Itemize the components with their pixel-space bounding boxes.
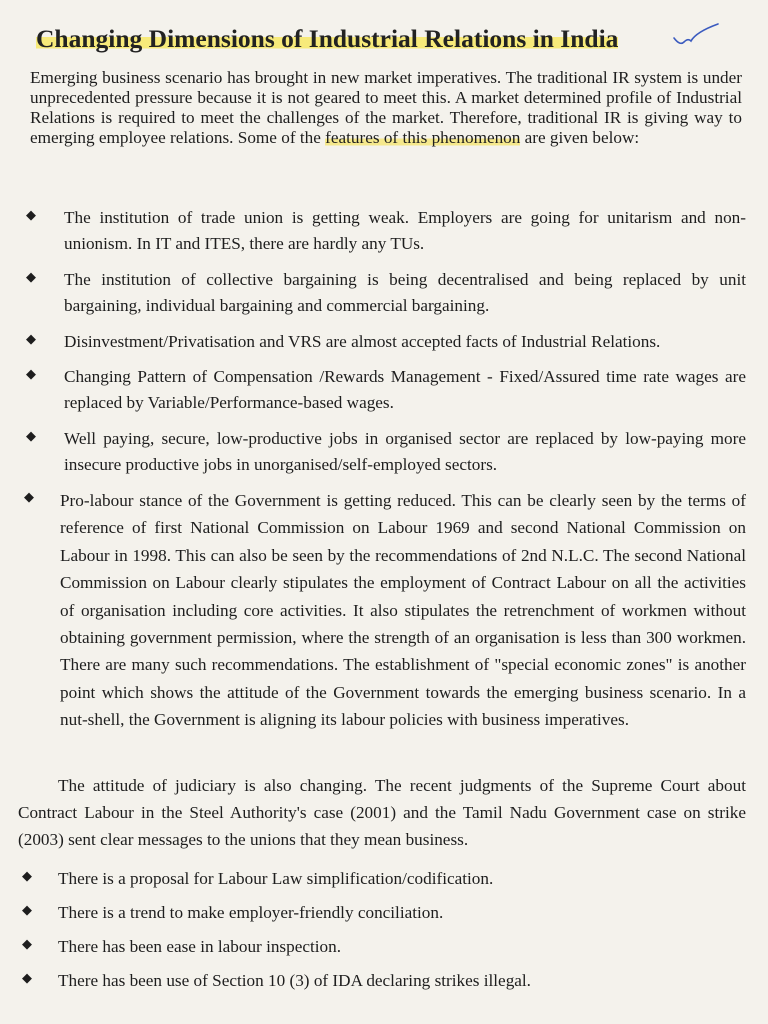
intro-text-end: are given below: (520, 128, 640, 147)
list-item-text: Changing Pattern of Compensation /Rewards Management - Fixed/Assured time rate wages are replaced by Variable/Performance-based wages. (64, 367, 746, 412)
intro-paragraph (30, 68, 742, 148)
diamond-bullet-icon: ◆ (26, 428, 36, 443)
list-item-text: There has been use of Section 10 (3) of IDA declaring strikes illegal. (58, 971, 531, 990)
list-item-text: The institution of collective bargaining is being decentralised and being replaced by unit bargaining, individual bargaining and commercial bargaining. (64, 270, 746, 315)
diamond-bullet-icon: ◆ (26, 207, 36, 222)
list-item-text: There is a proposal for Labour Law simplification/codification. (58, 869, 494, 888)
list-item-text: Disinvestment/Privatisation and VRS are almost accepted facts of Industrial Relations. (64, 332, 661, 351)
list-item-text: There is a trend to make employer-friendly conciliation. (58, 903, 444, 922)
list-item-text: There has been ease in labour inspection. (58, 937, 342, 956)
list-item-text: Pro-labour stance of the Government is getting reduced. This can be clearly seen by the terms of reference of first National Commission on Labour 1969 and second National Commission on Labour in 1998. This can also be seen by the recommendations of 2nd N.L.C. The second National Commission on Labour clearly stipulates the employment of Contract Labour on all the activities of organisation including core activities. It also stipulates the retrenchment of workmen without obtaining government permission, where the strength of an organisation is less than 300 workmen. There are many such recommendations. The establishment of "special economic zones" is another point which shows the attitude of the Government towards the emerging business scenario. In a nut-shell, the Government is aligning its labour policies with business imperatives. (60, 491, 746, 730)
judiciary-paragraph: The attitude of judiciary is also changing. The recent judgments of the Supreme Court about Contract Labour in the Steel Authority's case (2001) and the Tamil Nadu Government case on strike (2003) sent clear messages to the unions that they mean business. (18, 776, 746, 849)
list-item-text: The institution of trade union is getting weak. Employers are going for unitarism and non-unionism. In IT and ITES, there are hardly any TUs. (64, 208, 746, 253)
diamond-bullet-icon: ◆ (22, 868, 32, 883)
diamond-bullet-icon: ◆ (26, 366, 36, 381)
diamond-bullet-icon: ◆ (24, 489, 34, 504)
intro-text: Emerging business scenario has brought in new market imperatives. The traditional IR system is under unprecedented pressure because it is not geared to meet this. A market determined profile of Industrial Relations is required to meet the challenges of the market. Therefore, traditional IR is giving way to emerging employee relations. Some of the (30, 68, 742, 147)
diamond-bullet-icon: ◆ (26, 331, 36, 346)
list-item-text: Well paying, secure, low-productive jobs in organised sector are replaced by low-paying more insecure productive jobs in unorganised/self-employed sectors. (64, 429, 746, 474)
page-title (36, 24, 618, 54)
diamond-bullet-icon: ◆ (22, 902, 32, 917)
diamond-bullet-icon: ◆ (22, 970, 32, 985)
intro-highlight: features of this phenomenon (325, 128, 521, 147)
checkmark-icon (672, 22, 720, 50)
diamond-bullet-icon: ◆ (26, 269, 36, 284)
diamond-bullet-icon: ◆ (22, 936, 32, 951)
title-text: Changing Dimensions of Industrial Relations in India (36, 24, 619, 53)
